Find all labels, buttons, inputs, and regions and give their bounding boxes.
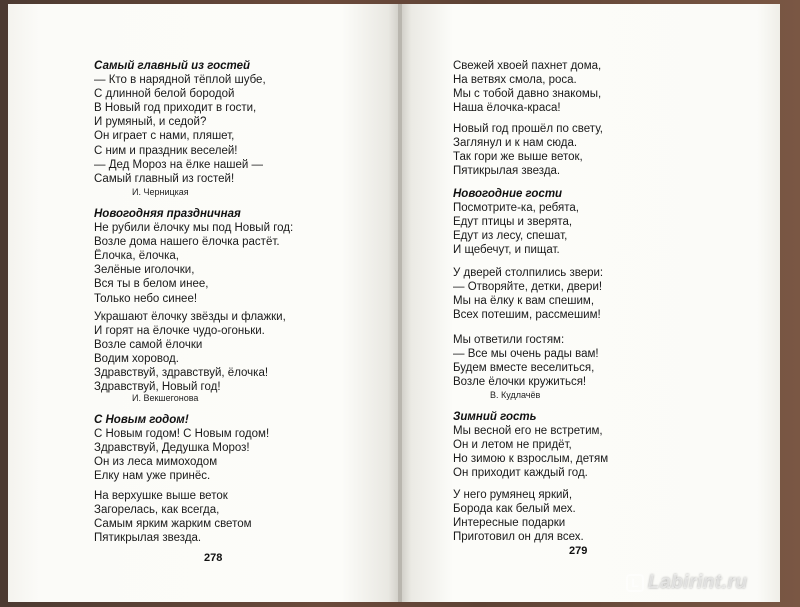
- page-number-left: 278: [204, 552, 223, 564]
- poem-line: У дверей столпились звери:: [453, 267, 604, 279]
- poem-line: Так гори же выше веток,: [453, 151, 583, 164]
- poem-title: С Новым годом!: [94, 414, 189, 426]
- poem-title: Новогодние гости: [453, 188, 563, 200]
- stanza-continued-2: [453, 122, 603, 178]
- poem-line: Но зимою к взрослым, детям: [453, 453, 609, 466]
- poem-line: Ёлочка, ёлочка,: [94, 250, 179, 263]
- watermark-text: Labirint.ru: [648, 572, 748, 593]
- poem-line: — Дед Мороз на ёлке нашей —: [94, 158, 264, 171]
- stanza-continued-1: [453, 59, 601, 115]
- poem-line: Мы весной его не встретим,: [453, 425, 603, 438]
- poem-line: Не рубили ёлочку мы под Новый год:: [94, 222, 294, 235]
- poem-line: Наша ёлочка-краса!: [453, 102, 561, 115]
- poem-line: Возле самой ёлочки: [94, 339, 203, 352]
- poem-author: И. Черницкая: [132, 187, 189, 197]
- poem-line: Мы с тобой давно знакомы,: [453, 88, 602, 101]
- poem-winter-guest: [453, 410, 608, 480]
- poem-line: Зелёные иголочки,: [94, 264, 195, 277]
- poem-line: И щебечут, и пищат.: [453, 244, 560, 257]
- poem-line: Здравствуй, Дедушка Мороз!: [94, 442, 250, 455]
- poem-winter-guest-stanza-2: [453, 488, 584, 544]
- poem-line: С Новым годом! С Новым годом!: [94, 428, 270, 441]
- poem-line: Посмотрите-ка, ребята,: [453, 202, 579, 215]
- poem-line: Здравствуй, здравствуй, ёлочка!: [94, 367, 269, 380]
- poem-line: Он играет с нами, пляшет,: [94, 130, 235, 143]
- poem-line: Едут из лесу, спешат,: [453, 230, 568, 243]
- poem-title: Зимний гость: [453, 411, 537, 423]
- poem-line: И румяный, и седой?: [94, 116, 207, 129]
- open-book: [8, 4, 792, 602]
- poem-line: Пятикрылая звезда.: [94, 532, 202, 545]
- poem-author: В. Кудлачёв: [490, 390, 541, 400]
- poem-line: Возле ёлочки кружиться!: [453, 376, 587, 389]
- poem-1: [94, 59, 266, 186]
- poem-line: Всех потешим, рассмешим!: [453, 309, 601, 322]
- poem-new-year-guests: [453, 187, 579, 257]
- poem-line: Будем вместе веселиться,: [453, 362, 595, 375]
- poem-line: Здравствуй, Новый год!: [94, 381, 221, 394]
- book-gutter: [398, 4, 402, 602]
- poem-title: Самый главный из гостей: [94, 60, 251, 72]
- poem-line: Елку нам уже принёс.: [94, 470, 211, 483]
- poem-line: С ним и праздник веселей!: [94, 144, 238, 157]
- poem-2: [94, 207, 293, 306]
- poem-line: На ветвях смола, роса.: [453, 74, 577, 87]
- poem-line: На верхушке выше веток: [94, 490, 228, 502]
- poem-line: Борода как белый мех.: [453, 503, 576, 516]
- poem-line: Возле дома нашего ёлочка растёт.: [94, 236, 280, 249]
- poem-line: Едут птицы и зверята,: [453, 216, 573, 229]
- poem-line: Заглянул и к нам сюда.: [453, 137, 578, 150]
- poem-line: Самым ярким жарким светом: [94, 518, 252, 531]
- labirint-logo-icon: L: [626, 574, 644, 592]
- poem-line: Он из леса мимоходом: [94, 456, 218, 469]
- poem-line: — Все мы очень рады вам!: [453, 348, 599, 361]
- poem-line: Водим хоровод.: [94, 353, 179, 366]
- poem-title: Новогодняя праздничная: [94, 208, 241, 220]
- poem-line: В Новый год приходит в гости,: [94, 102, 257, 115]
- poem-line: Пятикрылая звезда.: [453, 165, 561, 178]
- poem-line: Свежей хвоей пахнет дома,: [453, 60, 602, 72]
- poem-new-year-guests-stanza-2: [453, 266, 603, 322]
- poem-line: Мы на ёлку к вам спешим,: [453, 295, 595, 308]
- poem-3-stanza-2: [94, 489, 252, 545]
- poem-line: Он приходит каждый год.: [453, 467, 588, 480]
- page-number-right: 279: [569, 545, 588, 557]
- poem-3: [94, 413, 269, 483]
- poem-line: У него румянец яркий,: [453, 489, 573, 501]
- poem-line: С длинной белой бородой: [94, 88, 235, 101]
- poem-2-stanza-2: [94, 310, 286, 395]
- poem-line: Самый главный из гостей!: [94, 172, 235, 185]
- poem-line: Мы ответили гостям:: [453, 334, 565, 346]
- poem-line: — Отворяйте, детки, двери!: [453, 281, 603, 294]
- poem-line: Украшают ёлочку звёзды и флажки,: [94, 311, 286, 323]
- poem-line: Вся ты в белом инее,: [94, 278, 209, 291]
- poem-line: Новый год прошёл по свету,: [453, 123, 603, 135]
- poem-line: Он и летом не придёт,: [453, 439, 572, 452]
- poem-line: — Кто в нарядной тёплой шубе,: [94, 74, 266, 87]
- poem-line: Интересные подарки: [453, 517, 566, 530]
- poem-line: Загорелась, как всегда,: [94, 504, 220, 517]
- poem-line: Только небо синее!: [94, 292, 198, 305]
- poem-line: И горят на ёлочке чудо-огоньки.: [94, 325, 265, 338]
- poem-line: Приготовил он для всех.: [453, 531, 584, 544]
- poem-author: И. Векшегонова: [132, 393, 199, 403]
- poem-new-year-guests-stanza-3: [453, 333, 599, 389]
